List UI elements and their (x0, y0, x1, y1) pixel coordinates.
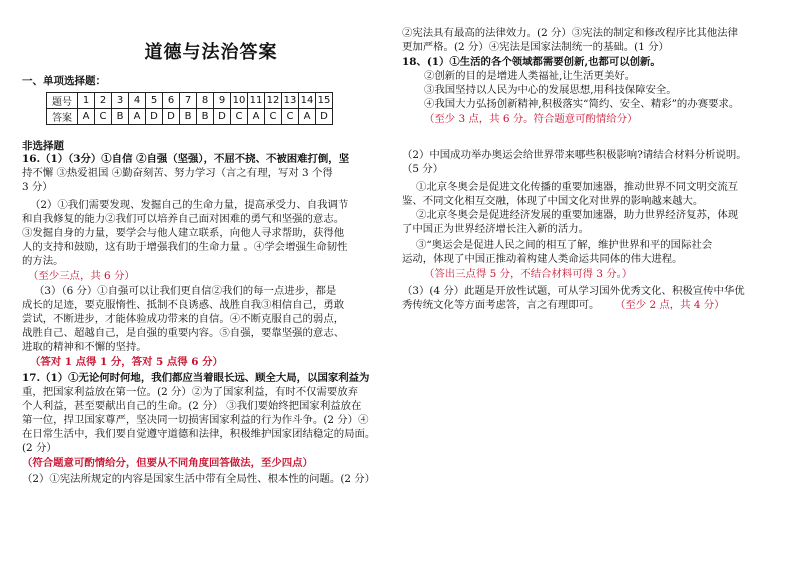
answer-cell: B (112, 109, 129, 125)
number-cell: 12 (265, 93, 282, 109)
text-line: 鉴、不同文化相互交融，体现了中国文化对世界的影响越来越大。 (402, 195, 704, 207)
text-line: （2）①我们需要发现、发掘自己的生命力量，提高承受力、自我调节 (30, 199, 349, 211)
text-line: 持不懈 ③热爱祖国 ④勤奋刻苦、努力学习（言之有理，写对 3 个得 (22, 167, 333, 179)
text-line: （3）（6 分）①自强可以让我们更自信②我们的每一点进步，都是 (34, 285, 337, 297)
text-line: ④我国大力弘扬创新精神,积极落实“简约、安全、精彩”的办赛要求。 (424, 98, 740, 110)
text-line: 进取的精神和不懈的坚持。 (22, 341, 147, 353)
text-line: 的方法。 (22, 255, 64, 267)
number-cell: 6 (163, 93, 180, 109)
answer-table (46, 92, 333, 125)
answer-cell: A (129, 109, 146, 125)
answer-cell: D (316, 109, 333, 125)
table-row-answers (47, 109, 333, 125)
answer-cell: C (282, 109, 299, 125)
text-line: (2 分） (22, 442, 57, 454)
number-cell: 11 (248, 93, 265, 109)
text-line: ②创新的目的是增进人类福祉,让生活更美好。 (424, 70, 636, 82)
answer-cell: C (231, 109, 248, 125)
text-line: 运动，体现了中国正推动着构建人类命运共同体的伟大进程。 (402, 253, 683, 265)
row-label-number: 题号 (47, 93, 78, 109)
number-cell: 13 (282, 93, 299, 109)
answer-cell: B (197, 109, 214, 125)
number-cell: 2 (95, 93, 112, 109)
text-line: 17.（1）①无论何时何地，我们都应当着眼长远、顾全大局，以国家利益为 (22, 372, 370, 384)
text-line: （5 分） (402, 163, 444, 175)
scoring-note: （答出三点得 5 分，不结合材料可得 3 分。） (424, 268, 633, 280)
text-line: 和自我修复的能力②我们可以培养自己面对困难的勇气和坚强的意志。 (22, 213, 345, 225)
text-line: 战胜自己、超越自己，是自强的重要内容。⑤自强，要靠坚强的意志、 (22, 327, 345, 339)
text-line: 18、(1）①生活的各个领域都需要创新,也都可以创新。 (402, 56, 661, 68)
text-line: 了中国正为世界经济增长注入新的活力。 (402, 223, 590, 235)
scoring-note: （至少 2 点，共 4 分） (615, 299, 725, 311)
text-line: 重，把国家利益放在第一位。(2 分）②为了国家利益，有时不仅需要放弃 (22, 386, 359, 398)
text-line: ②北京冬奥会是促进经济发展的重要加速器，助力世界经济复苏，体现 (416, 209, 739, 221)
scoring-note: （符合题意可酌情给分，但要从不同角度回答做法，至少四点） (22, 457, 313, 469)
text-line: ③发掘自身的力量，要学会与他人建立联系，向他人寻求帮助，获得他 (22, 227, 345, 239)
number-cell: 8 (197, 93, 214, 109)
answer-cell: A (248, 109, 265, 125)
page-title: 道德与法治答案 (144, 42, 278, 63)
scoring-note: （至少 3 点，共 6 分。符合题意可酌情给分） (424, 113, 638, 125)
answer-cell: D (163, 109, 180, 125)
text-line: 3 分） (22, 181, 53, 193)
number-cell: 3 (112, 93, 129, 109)
answer-cell: A (78, 109, 95, 125)
row-label-answer: 答案 (47, 109, 78, 125)
text-line: （2）①宪法所规定的内容是国家生活中带有全局性、根本性的问题。(2 分） (22, 473, 376, 485)
number-cell: 4 (129, 93, 146, 109)
answer-cell: D (214, 109, 231, 125)
text-line: ③“奥运会是促进人民之间的相互了解，维护世界和平的国际社会 (416, 239, 713, 251)
text-line: 成长的足迹，要克服惰性、抵制不良诱惑、战胜自我③相信自己，勇敢 (22, 299, 345, 311)
number-cell: 7 (180, 93, 197, 109)
section-multiple-choice: 一、单项选择题： (22, 75, 106, 87)
answer-cell: A (299, 109, 316, 125)
number-cell: 10 (231, 93, 248, 109)
text-line: 第一位，捍卫国家尊严，坚决同一切损害国家利益的行为作斗争。(2 分）④ (22, 414, 369, 426)
text-line: 尝试，不断进步，才能体验成功带来的自信。④不断克服自己的弱点， (22, 313, 345, 325)
text-line: 秀传统文化等方面考虑答，言之有理即可。 (402, 299, 600, 311)
table-row-numbers (47, 93, 333, 109)
section-non-choice: 非选择题 (22, 140, 64, 152)
text-line: ①北京冬奥会是促进文化传播的重要加速器，推动世界不同文明交流互 (416, 181, 739, 193)
answer-cell: B (180, 109, 197, 125)
text-line: （3）(4 分）此题是开放性试题，可从学习国外优秀文化、积极宣传中华优 (402, 285, 745, 297)
number-cell: 14 (299, 93, 316, 109)
text-line: 更加严格。(2 分）④宪法是国家法制统一的基础。(1 分） (402, 41, 669, 53)
answer-cell: C (95, 109, 112, 125)
number-cell: 5 (146, 93, 163, 109)
scoring-note: （至少三点，共 6 分） (28, 270, 135, 282)
text-line: （2）中国成功举办奥运会给世界带来哪些积极影响?请结合材料分析说明。 (402, 149, 747, 161)
number-cell: 15 (316, 93, 333, 109)
number-cell: 1 (78, 93, 95, 109)
answer-cell: D (146, 109, 163, 125)
number-cell: 9 (214, 93, 231, 109)
text-line: 人的支持和鼓励，这有助于增强我们的生命力量 。④学会增强生命韧性 (22, 241, 348, 253)
answer-cell: C (265, 109, 282, 125)
scoring-note: （答对 1 点得 1 分，答对 5 点得 6 分） (30, 356, 223, 368)
text-line: 16.（1）（3分）①自信 ②自强（坚强），不屈不挠、不被困难打倒，坚 (22, 153, 350, 165)
text-line: 在日常生活中，我们要自觉遵守道德和法律，积极维护国家团结稳定的局面。 (22, 428, 376, 440)
text-line: ②宪法具有最高的法律效力。(2 分）③宪法的制定和修改程序比其他法律 (402, 27, 739, 39)
text-line: 个人利益，甚至要献出自己的生命。(2 分） ③我们要始终把国家利益放在 (22, 400, 362, 412)
text-line: ③我国坚持以人民为中心的发展思想,用科技保障安全。 (424, 84, 677, 96)
